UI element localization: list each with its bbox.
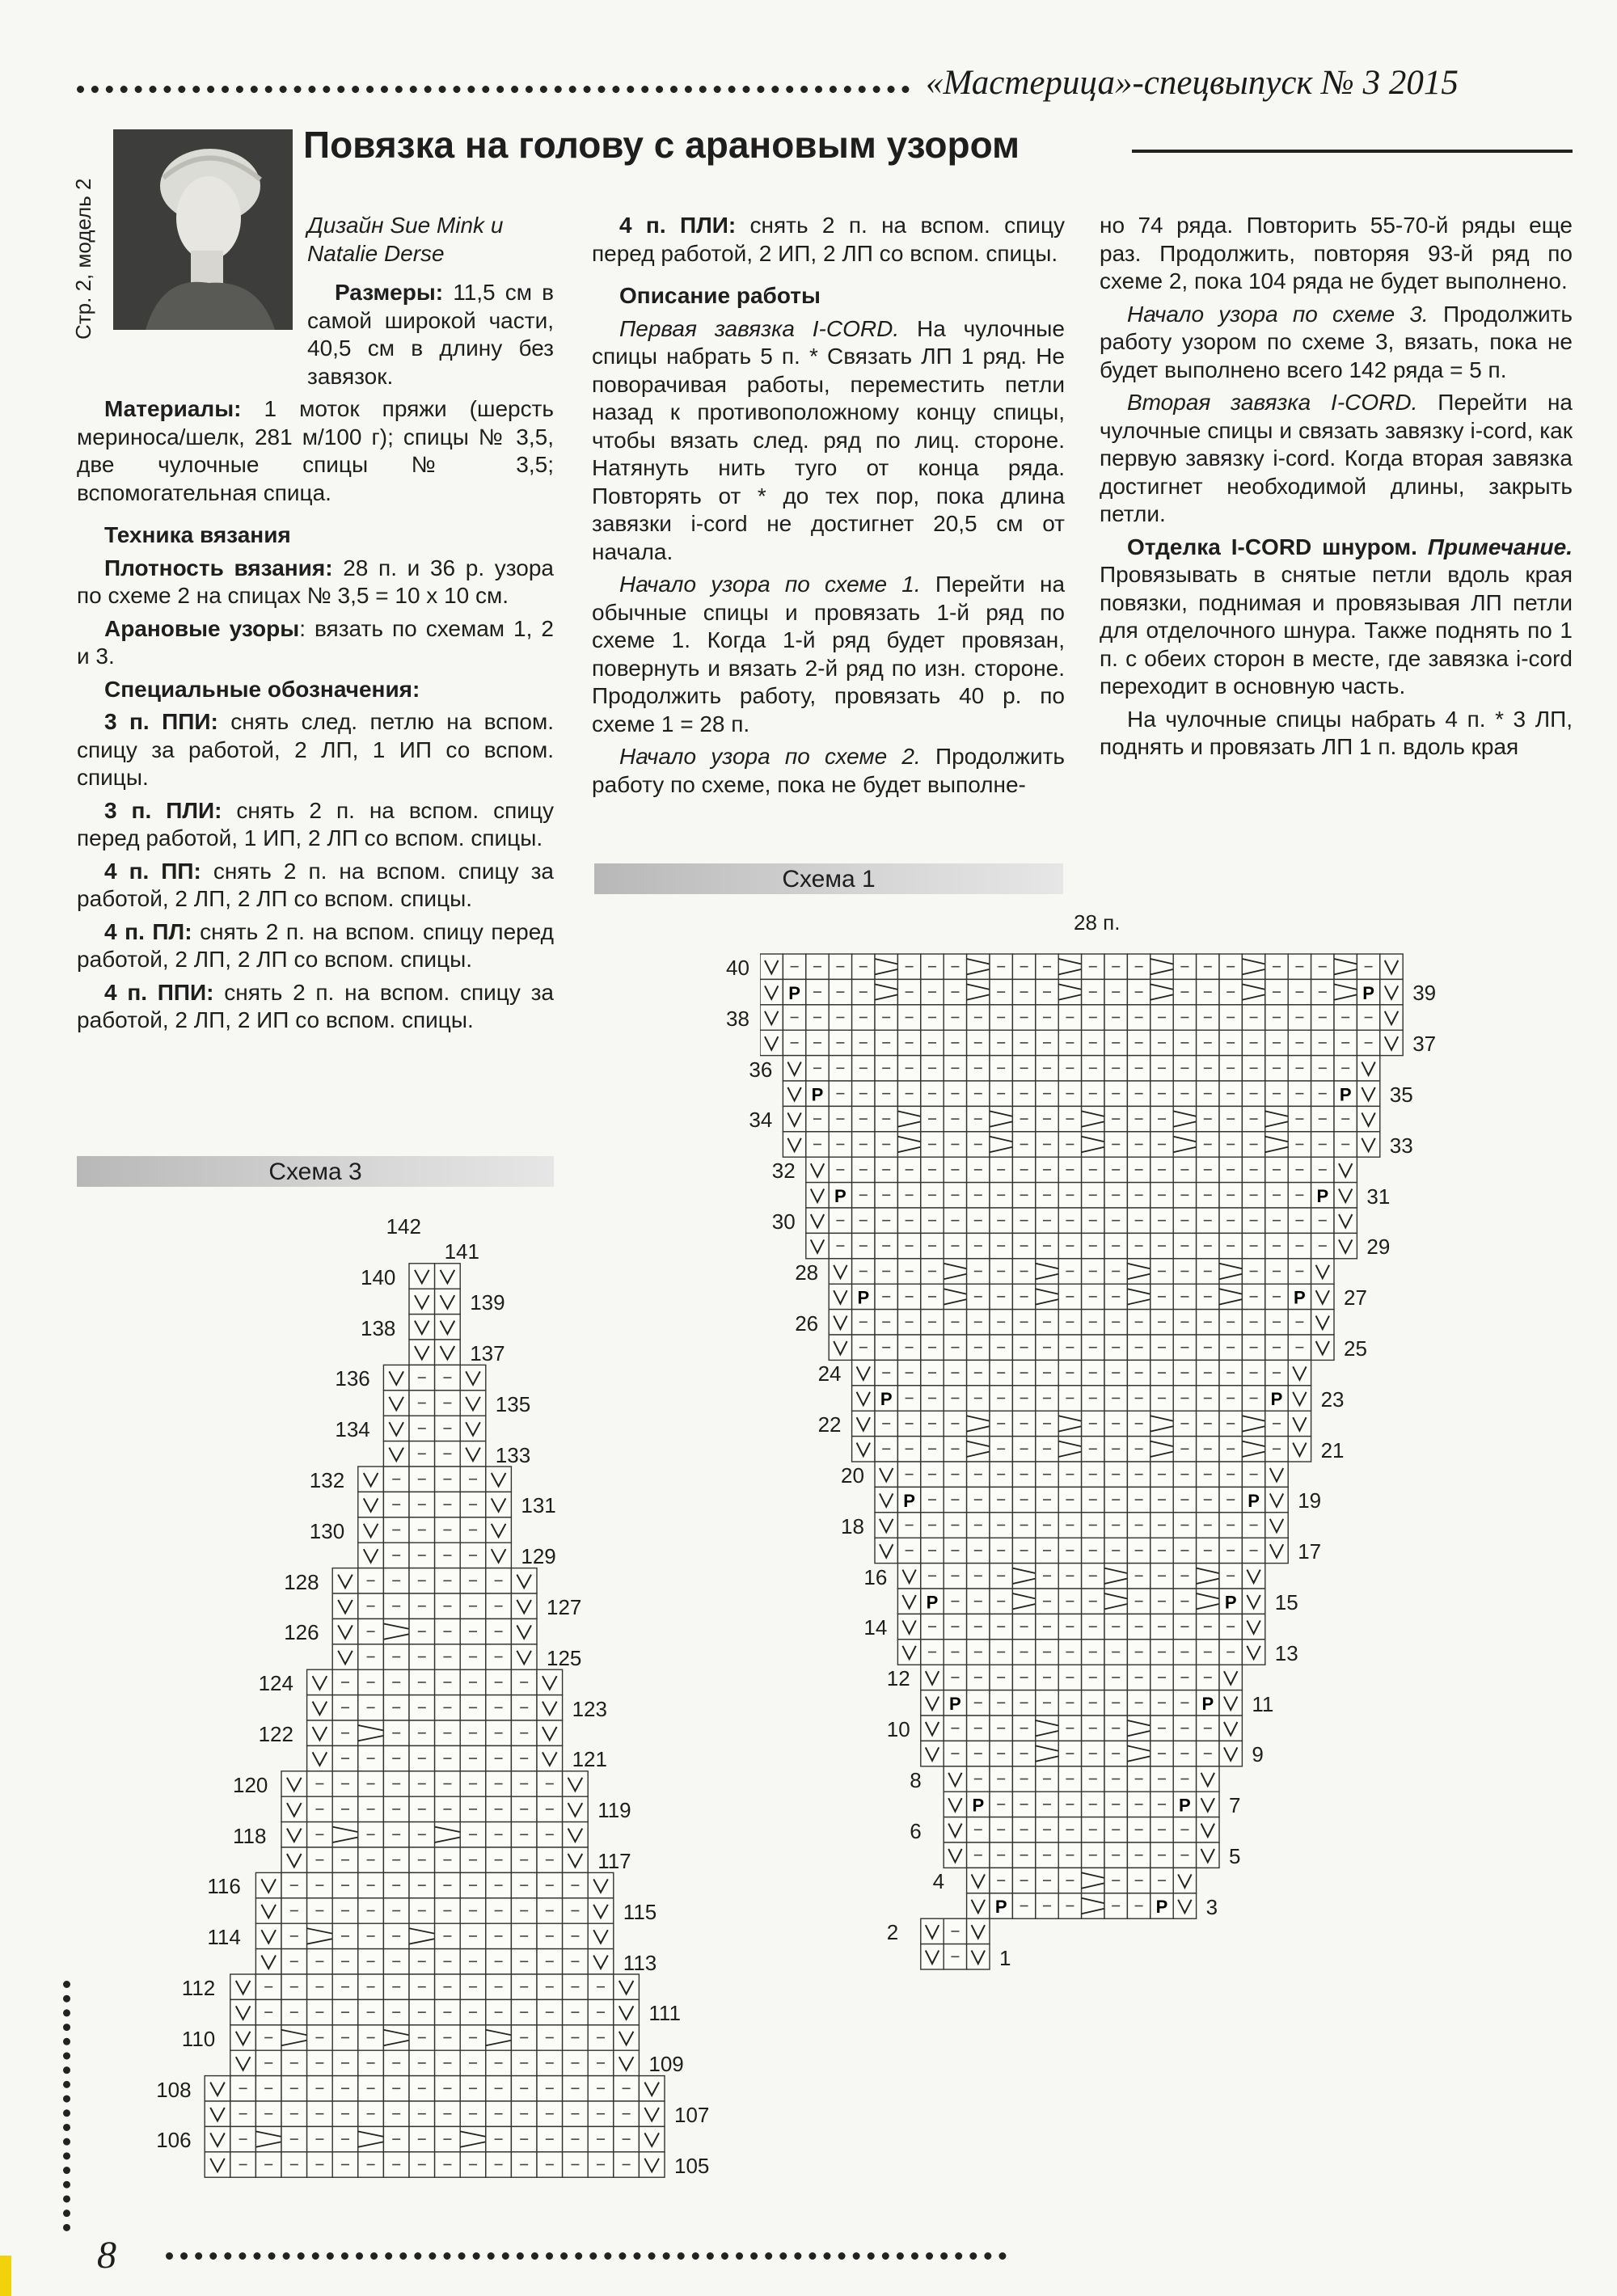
- scheme-1-row-label-40: 40: [726, 956, 749, 980]
- scheme-3-row-label-112: 112: [181, 1976, 216, 2000]
- scheme-1-row-38: [760, 1005, 1403, 1030]
- materials-text: 1 моток пряжи (шерсть мериноса/шелк, 281 м/100 г); спицы № 3,5, две чулочные спицы № 3,5; вспомогательная спица.: [77, 396, 555, 505]
- scheme-1-row-label-33: 33: [1389, 1133, 1413, 1158]
- aran-text: : вязать по схемам 1, 2 и 3.: [77, 615, 555, 669]
- scheme-1-row-label-32: 32: [771, 1159, 796, 1184]
- scheme-1-row-label-11: 11: [1252, 1691, 1274, 1716]
- col3-paragraph-3: [1100, 389, 1573, 529]
- scheme-1-row-label-27: 27: [1344, 1285, 1367, 1310]
- scheme-3-row-132: [358, 1467, 512, 1492]
- scheme-1-row-label-18: 18: [841, 1513, 864, 1538]
- scheme-3-row-label-126: 126: [284, 1620, 319, 1645]
- scheme-3-row-115: [255, 1898, 613, 1923]
- scheme-3-row-138: [409, 1315, 460, 1340]
- scheme-3-row-125: [332, 1644, 537, 1669]
- special-heading: Специальные обозначения:: [104, 676, 420, 702]
- scheme-1-row-29: [806, 1233, 1357, 1258]
- designation-2-label: 3 п. ПЛИ:: [104, 797, 222, 823]
- scheme-1-row-10: [921, 1716, 1243, 1741]
- scheme-1-row-label-35: 35: [1389, 1083, 1413, 1107]
- scheme-1-row-label-13: 13: [1274, 1640, 1298, 1665]
- col3-paragraph-4-note: Примечание.: [1427, 534, 1573, 559]
- scheme-1-row-label-25: 25: [1344, 1336, 1367, 1361]
- scheme-3-row-140: [409, 1264, 460, 1289]
- scheme-1-row-23: [852, 1386, 1311, 1411]
- svg-text:P: P: [1201, 1694, 1214, 1714]
- scheme-3-row-label-118: 118: [233, 1823, 267, 1848]
- model-reference-label: Стр. 2, модель 2: [71, 178, 95, 340]
- scheme-3-row-label-116: 116: [207, 1874, 241, 1899]
- scheme-1-row-3: [967, 1893, 1197, 1918]
- designation-4: [77, 918, 554, 974]
- designation-4-text: снять 2 п. на вспом. спицу перед работой, 2 ЛП, 2 ЛП со вспом. спицы.: [77, 918, 555, 972]
- scheme-3-row-116: [255, 1872, 613, 1897]
- scheme-1-row-label-26: 26: [795, 1310, 819, 1336]
- article-title: Повязка на голову с арановым узором: [303, 124, 1020, 166]
- scheme-3-row-label-109: 109: [648, 2052, 684, 2077]
- scheme-1-row-11: [921, 1690, 1243, 1716]
- sizes-text: 11,5 см в самой широкой части, 40,5 см в длину без завязок.: [307, 280, 554, 389]
- scheme-1-row-label-3: 3: [1205, 1894, 1218, 1919]
- designation-1: [77, 708, 554, 792]
- scheme-3-row-122: [307, 1720, 563, 1745]
- scheme-1-row-28: [829, 1259, 1334, 1284]
- scheme-3-row-124: [307, 1669, 563, 1695]
- designation-1-label: 3 п. ППИ:: [104, 709, 218, 734]
- scheme-1-row-label-12: 12: [886, 1666, 910, 1691]
- scheme-1-row-32: [806, 1157, 1357, 1182]
- scheme-3-row-131: [358, 1492, 512, 1517]
- scheme-3-row-label-124: 124: [258, 1671, 293, 1696]
- scheme-1-row-34: [783, 1106, 1379, 1131]
- scheme-3-row-105: [205, 2152, 665, 2177]
- scheme-3-row-111: [230, 1999, 640, 2024]
- scheme-1-row-31: [806, 1183, 1357, 1208]
- sizes-label: Размеры:: [335, 280, 444, 305]
- scheme-3-row-106: [205, 2126, 665, 2151]
- materials-label: Материалы:: [104, 396, 242, 421]
- scheme-3-row-118: [281, 1822, 588, 1847]
- materials-paragraph: [77, 395, 554, 507]
- scheme-1-row-label-1: 1: [999, 1945, 1011, 1970]
- scheme-3-row-130: [358, 1517, 512, 1543]
- scheme-3-row-label-129: 129: [521, 1544, 556, 1569]
- svg-text:P: P: [857, 1287, 870, 1308]
- scheme-1-row-label-24: 24: [817, 1361, 842, 1386]
- scheme-3-row-107: [205, 2101, 665, 2126]
- scheme-1-row-label-7: 7: [1229, 1793, 1241, 1818]
- svg-text:P: P: [994, 1897, 1007, 1918]
- svg-text:P: P: [903, 1490, 915, 1511]
- designation-3-text: снять 2 п. на вспом. спицу за работой, 2 ЛП, 2 ЛП со вспом. спицы.: [77, 858, 554, 911]
- scheme-3-row-label-138: 138: [361, 1315, 396, 1340]
- scheme-1-chart: [760, 946, 1471, 1981]
- scheme-1-row-label-21: 21: [1320, 1437, 1345, 1462]
- technique-heading: Техника вязания: [104, 522, 291, 547]
- scheme-1-row-label-16: 16: [863, 1564, 888, 1589]
- scheme-3-row-126: [332, 1619, 537, 1644]
- svg-text:P: P: [926, 1592, 939, 1613]
- scheme-1-row-label-23: 23: [1320, 1386, 1345, 1412]
- issue-header: «Мастерица»-спецвыпуск № 3 2015: [926, 64, 1459, 102]
- designation-2-text: снять 2 п. на вспом. спицу перед работой, 1 ИП, 2 ЛП со вспом. спицы.: [77, 797, 554, 850]
- scheme-3-row-129: [358, 1543, 512, 1568]
- svg-text:P: P: [811, 1084, 824, 1105]
- aran-label: Арановые узоры: [104, 615, 300, 641]
- scheme-1-banner: [594, 863, 1063, 894]
- scheme-1-row-label-8: 8: [910, 1767, 922, 1792]
- scheme-3-row-label-137: 137: [470, 1341, 505, 1365]
- work-paragraph-1: [592, 315, 1065, 567]
- scheme-3-row-128: [332, 1568, 537, 1593]
- scheme-3-row-label-122: 122: [258, 1722, 293, 1746]
- scheme-3-row-137: [409, 1340, 460, 1365]
- work-heading: Описание работы: [619, 283, 821, 308]
- scheme-1-row-label-2: 2: [886, 1920, 899, 1945]
- scheme-3-row-label-125: 125: [547, 1645, 582, 1670]
- col3-paragraph-4-text: Провязывать в снятые петли вдоль края повязки, поднимая и провязывая ЛП петли для отделочного шнура. Также поднять по 1 п. с обеих сторон в месте, где завязка i-cord переходит в основную часть.: [1100, 562, 1573, 699]
- designation-6-text: снять 2 п. на вспом. спицу перед работой, 2 ИП, 2 ЛП со вспом. спицы.: [592, 213, 1065, 266]
- scheme-1-row-17: [875, 1538, 1288, 1563]
- designation-1-text: снять след. петлю на вспом. спицу за работой, 2 ЛП, 1 ИП со вспом. спицы.: [77, 709, 554, 790]
- col3-paragraph-2-text: Продолжить работу узором по схеме 3, вязать, пока не будет выполнено всего 142 ряда = 5 п.: [1100, 301, 1573, 382]
- designation-6-label: 4 п. ПЛИ:: [619, 213, 737, 238]
- scheme-3-row-label-135: 135: [495, 1391, 531, 1416]
- scheme-1-row-label-20: 20: [841, 1463, 864, 1488]
- design-credit: Дизайн Sue Mink и Natalie Derse: [307, 213, 504, 266]
- scheme-3-row-139: [409, 1289, 460, 1314]
- header-dotted-rule: [77, 86, 910, 93]
- scheme-1-row-14: [897, 1614, 1264, 1639]
- scheme-3-row-108: [205, 2076, 665, 2101]
- col3-paragraph-4-lead: Отделка I-CORD шнуром.: [1127, 534, 1417, 559]
- scheme-1-row-2: [921, 1918, 990, 1944]
- scheme-1-row-18: [875, 1513, 1288, 1538]
- work-paragraph-3-lead: Начало узора по схеме 2.: [619, 744, 921, 769]
- scheme-1-row-19: [875, 1487, 1288, 1512]
- scheme-3-row-label-140: 140: [361, 1264, 396, 1289]
- sizes-paragraph: [307, 279, 554, 390]
- scheme-1-row-1: [921, 1944, 990, 1969]
- scheme-1-row-40: [760, 954, 1403, 979]
- scheme-1-row-7: [944, 1792, 1219, 1817]
- scheme-3-row-label-115: 115: [623, 1899, 657, 1924]
- scheme-3-row-119: [281, 1796, 588, 1821]
- scheme-3-row-label-114: 114: [207, 1925, 241, 1950]
- scheme-1-row-label-15: 15: [1274, 1590, 1298, 1614]
- designation-5: [77, 979, 554, 1035]
- text-column-3: [1100, 212, 1573, 766]
- designation-3: [77, 858, 554, 914]
- work-paragraph-3: [592, 743, 1065, 799]
- scheme-3-row-label-106: 106: [156, 2128, 192, 2153]
- density-label: Плотность вязания:: [104, 555, 333, 580]
- scheme-3-row-label-113: 113: [623, 1950, 657, 1975]
- scheme-3-row-133: [383, 1441, 485, 1467]
- svg-text:P: P: [1294, 1287, 1306, 1308]
- scheme-3-row-127: [332, 1593, 537, 1619]
- text-column-1: [77, 212, 554, 1040]
- col3-paragraph-2-lead: Начало узора по схеме 3.: [1127, 301, 1429, 327]
- scheme-3-row-label-130: 130: [309, 1518, 345, 1543]
- svg-text:P: P: [1316, 1186, 1329, 1206]
- col3-paragraph-4: [1100, 534, 1573, 701]
- col3-paragraph-3-text: Перейти на чулочные спицы и связать завязку i-cord, как первую завязку i-cord. Когда вторая завязка достигнет необходимой длины, закрыть петли.: [1100, 390, 1573, 526]
- scheme-1-row-label-5: 5: [1229, 1844, 1241, 1868]
- work-paragraph-2: [592, 571, 1065, 738]
- svg-text:P: P: [1362, 982, 1374, 1003]
- scheme-1-row-label-19: 19: [1298, 1488, 1322, 1513]
- aran-paragraph: [77, 615, 554, 671]
- text-column-2: [592, 212, 1065, 804]
- scheme-1-row-12: [921, 1665, 1243, 1690]
- scheme-1-row-label-22: 22: [817, 1412, 842, 1437]
- work-paragraph-1-lead: Первая завязка I-CORD.: [619, 315, 900, 341]
- svg-text:P: P: [1224, 1592, 1237, 1613]
- scheme-3-row-label-123: 123: [572, 1696, 607, 1721]
- scheme-3-row-110: [230, 2025, 640, 2050]
- scheme-3-row-136: [383, 1365, 485, 1390]
- svg-text:P: P: [834, 1186, 846, 1206]
- svg-text:P: P: [949, 1694, 961, 1714]
- scheme-3-row-112: [230, 1974, 640, 1999]
- scheme-1-row-label-4: 4: [932, 1869, 945, 1894]
- work-paragraph-1-text: На чулочные спицы набрать 5 п. * Связать ЛП 1 ряд. Не поворачивая работы, переместить петли назад к противоположному концу спицы, чтобы вязать след. ряд по лиц. стороне. Натянуть нить туго от конца ряда. Повторять от * до тех пор, пока длина завязки i-cord не достигнет 20,5 см от начала.: [592, 315, 1066, 564]
- scheme-3-row-121: [307, 1745, 563, 1771]
- designation-5-text: снять 2 п. на вспом. спицу за работой, 2 ЛП, 2 ИП со вспом. спицы.: [77, 979, 554, 1032]
- page-number: 8: [97, 2234, 116, 2277]
- col3-paragraph-2: [1100, 301, 1573, 385]
- scheme-3-row-label-134: 134: [335, 1417, 370, 1442]
- scheme-3-row-109: [230, 2050, 640, 2075]
- scheme-3-row-label-139: 139: [470, 1290, 505, 1315]
- scheme-1-row-27: [829, 1284, 1334, 1309]
- scheme-1-row-35: [783, 1081, 1379, 1106]
- scheme-3-banner: [77, 1156, 554, 1187]
- density-text: 28 п. и 36 р. узора по схеме 2 на спицах № 3,5 = 10 х 10 см.: [77, 555, 555, 608]
- scheme-3-row-label-133: 133: [495, 1442, 531, 1467]
- scheme-1-row-label-9: 9: [1252, 1742, 1264, 1767]
- scheme-1-stitch-count: 28 п.: [1074, 910, 1121, 935]
- scheme-1-row-label-39: 39: [1412, 981, 1437, 1006]
- scheme-1-row-label-29: 29: [1366, 1235, 1391, 1260]
- svg-text:P: P: [880, 1389, 893, 1410]
- left-dotted-rule: [63, 1981, 70, 2231]
- scheme-3-row-label-107: 107: [674, 2103, 710, 2127]
- scheme-1-row-13: [897, 1640, 1264, 1665]
- scheme-3-row-label-136: 136: [335, 1366, 370, 1391]
- scheme-3-row-123: [307, 1695, 563, 1720]
- scheme-3-row-label-142: 142: [386, 1214, 421, 1239]
- scheme-3-row-label-121: 121: [572, 1747, 607, 1772]
- scheme-1-row-16: [897, 1564, 1264, 1589]
- scheme-3-row-label-127: 127: [547, 1595, 582, 1619]
- scheme-1-row-30: [806, 1208, 1357, 1233]
- scheme-1-row-33: [783, 1132, 1379, 1157]
- scheme-1-row-15: [897, 1589, 1264, 1614]
- scheme-3-row-135: [383, 1391, 485, 1416]
- scheme-3-row-label-132: 132: [309, 1468, 345, 1492]
- scheme-1-row-8: [944, 1766, 1219, 1792]
- scheme-3-row-label-117: 117: [597, 1849, 631, 1873]
- scheme-1-row-20: [875, 1462, 1288, 1487]
- svg-text:P: P: [1155, 1897, 1168, 1918]
- density-paragraph: [77, 555, 554, 610]
- designation-6: [592, 212, 1065, 268]
- col3-paragraph-3-lead: Вторая завязка I-CORD.: [1127, 390, 1418, 415]
- scheme-1-row-9: [921, 1741, 1243, 1766]
- scheme-3-row-label-110: 110: [181, 2026, 216, 2051]
- scheme-3-row-label-120: 120: [233, 1772, 268, 1797]
- scheme-3-row-120: [281, 1771, 588, 1796]
- scheme-1-row-label-34: 34: [749, 1108, 773, 1133]
- scheme-1-row-22: [852, 1411, 1311, 1436]
- designation-4-label: 4 п. ПЛ:: [104, 918, 192, 944]
- work-paragraph-2-lead: Начало узора по схеме 1.: [619, 572, 921, 597]
- scheme-1-row-label-31: 31: [1366, 1184, 1391, 1209]
- scheme-3-row-label-131: 131: [521, 1493, 556, 1518]
- col3-paragraph-1: но 74 ряда. Повторить 55-70-й ряды еще раз. Продолжить, повторяя 93-й ряд по схеме 2, пока 104 ряда не будет выполнено.: [1100, 213, 1573, 293]
- title-underline: [1132, 150, 1573, 153]
- scheme-1-row-4: [967, 1868, 1197, 1893]
- svg-text:P: P: [1339, 1084, 1352, 1105]
- scheme-3-row-117: [281, 1847, 588, 1872]
- scheme-1-row-5: [944, 1842, 1219, 1868]
- scheme-1-row-24: [852, 1360, 1311, 1385]
- scheme-1-row-39: [760, 979, 1403, 1004]
- scheme-1-row-label-37: 37: [1412, 1032, 1437, 1057]
- page-edge-mark: [0, 2256, 11, 2296]
- svg-text:P: P: [1248, 1490, 1260, 1511]
- scheme-1-row-26: [829, 1310, 1334, 1335]
- scheme-3-row-label-119: 119: [597, 1798, 631, 1823]
- scheme-1-row-label-30: 30: [771, 1209, 796, 1234]
- scheme-1-row-label-38: 38: [726, 1006, 749, 1031]
- scheme-3-row-label-108: 108: [156, 2077, 192, 2102]
- scheme-3-row-label-128: 128: [284, 1569, 319, 1594]
- designation-3-label: 4 п. ПП:: [104, 858, 201, 884]
- designation-5-label: 4 п. ППИ:: [104, 979, 214, 1005]
- scheme-1-row-label-10: 10: [886, 1717, 910, 1741]
- scheme-3-row-113: [255, 1949, 613, 1974]
- scheme-1-row-label-17: 17: [1298, 1539, 1322, 1564]
- scheme-3-row-label-141: 141: [444, 1239, 479, 1264]
- scheme-1-title: Схема 1: [782, 866, 876, 893]
- footer-dotted-rule: [166, 2252, 1007, 2260]
- scheme-1-row-label-6: 6: [910, 1818, 922, 1843]
- scheme-3-row-label-111: 111: [648, 2001, 681, 2026]
- work-paragraph-3-text: Продолжить работу по схеме, пока не будет выполне-: [592, 744, 1066, 797]
- svg-text:P: P: [1270, 1389, 1283, 1410]
- scheme-1-row-6: [944, 1817, 1219, 1842]
- scheme-1-row-label-28: 28: [795, 1260, 819, 1285]
- scheme-1-row-25: [829, 1335, 1334, 1360]
- scheme-3-title: Схема 3: [268, 1159, 362, 1185]
- svg-text:P: P: [972, 1795, 985, 1816]
- designation-2: [77, 797, 554, 853]
- svg-text:P: P: [1179, 1795, 1191, 1816]
- svg-text:P: P: [788, 982, 800, 1003]
- scheme-1-row-37: [760, 1030, 1403, 1055]
- col3-paragraph-5: На чулочные спицы набрать 4 п. * 3 ЛП, поднять и провязать ЛП 1 п. вдоль края: [1100, 706, 1573, 759]
- scheme-1-row-21: [852, 1437, 1311, 1462]
- scheme-1-row-label-14: 14: [863, 1615, 888, 1640]
- work-paragraph-2-text: Перейти на обычные спицы и провязать 1-й ряд по схеме 1. Когда 1-й ряд будет провязан, повернуть и вязать 2-й ряд по изн. стороне. Продолжить работу, провязать 40 р. по схеме 1 = 28 п.: [592, 572, 1066, 736]
- scheme-1-row-label-36: 36: [749, 1057, 773, 1082]
- scheme-3-row-114: [255, 1923, 613, 1948]
- scheme-3-row-label-105: 105: [674, 2153, 710, 2178]
- scheme-1-row-36: [783, 1056, 1379, 1081]
- scheme-3-row-134: [383, 1416, 485, 1441]
